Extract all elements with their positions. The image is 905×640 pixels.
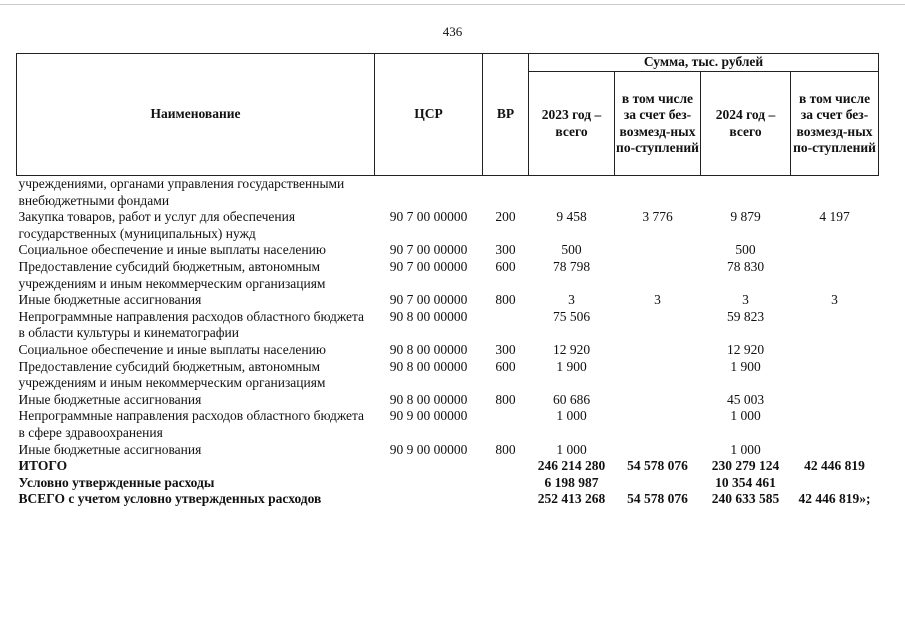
row-vr — [483, 176, 529, 210]
row-csr: 90 8 00 00000 — [389, 341, 468, 357]
row-2024-free — [791, 242, 879, 259]
row-2023-total — [529, 176, 615, 210]
row-2023-free: 3 — [654, 292, 661, 308]
row-name: учреждениями, органами управления государственными внебюджетными фондами — [18, 176, 345, 208]
row-2024-total: 3 — [742, 292, 749, 308]
row-2023-free — [615, 176, 701, 210]
row-csr: 90 8 00 00000 — [389, 391, 468, 407]
row-vr — [483, 309, 529, 342]
row-2024-total: 1 000 — [730, 408, 761, 424]
header-2024-total: 2024 год – всего — [701, 72, 791, 176]
row-2023-free — [615, 442, 701, 459]
table-row — [17, 359, 879, 392]
row-csr: 90 9 00 00000 — [389, 408, 468, 424]
row-2024-free — [791, 408, 879, 441]
row-csr — [375, 176, 483, 210]
row-2023-total: 1 900 — [556, 358, 587, 374]
row-name: Закупка товаров, работ и услуг для обеспечения государственных (муниципальных) нужд — [18, 209, 296, 241]
row-2024-free — [791, 176, 879, 210]
row-2023-total: 3 — [568, 292, 575, 308]
row-csr: 90 7 00 00000 — [389, 292, 468, 308]
row-csr: 90 7 00 00000 — [389, 242, 468, 258]
table-row — [17, 176, 879, 210]
header-2023-total: 2023 год – всего — [529, 72, 615, 176]
row-name: Непрограммные направления расходов областного бюджета в области культуры и кинематографии — [18, 308, 365, 341]
header-2023-free: в том числе за счет без-возмезд-ных по-ступлений — [615, 72, 701, 176]
row-vr: 300 — [495, 242, 516, 258]
row-2023-free — [615, 242, 701, 259]
row-2024-total: 1 000 — [730, 441, 761, 457]
row-vr — [483, 408, 529, 441]
row-vr: 300 — [495, 341, 516, 357]
total-2023-total: 246 214 280 — [537, 458, 606, 474]
grand-total-2023-free: 54 578 076 — [627, 491, 688, 507]
conditional-2023-total: 6 198 987 — [544, 474, 599, 490]
grand-total-2024-total: 240 633 585 — [711, 491, 780, 507]
row-csr: 90 8 00 00000 — [389, 308, 468, 324]
header-csr: ЦСР — [375, 54, 483, 176]
row-2024-free — [791, 442, 879, 459]
grand-total-name: ВСЕГО с учетом условно утвержденных расходов — [18, 491, 322, 507]
row-name: Иные бюджетные ассигнования — [18, 391, 202, 407]
table-row — [17, 259, 879, 292]
grand-total-2023-total: 252 413 268 — [537, 491, 606, 507]
row-2024-free — [791, 342, 879, 359]
row-2023-free — [615, 309, 701, 342]
row-name: Иные бюджетные ассигнования — [18, 292, 202, 308]
row-2023-free — [615, 408, 701, 441]
table-row — [17, 342, 879, 359]
row-2023-free — [615, 359, 701, 392]
grand-total-2024-free: 42 446 819»; — [798, 491, 871, 507]
header-2024-free: в том числе за счет без-возмезд-ных по-ступлений — [791, 72, 879, 176]
total-2023-free: 54 578 076 — [627, 458, 688, 474]
row-vr: 200 — [495, 209, 516, 225]
table-row — [17, 242, 879, 259]
conditional-row — [17, 475, 879, 492]
row-2024-total: 78 830 — [726, 258, 765, 274]
row-2023-free: 3 776 — [642, 209, 673, 225]
total-2024-free: 42 446 819 — [804, 458, 865, 474]
header-name: Наименование — [17, 54, 375, 176]
row-2024-total: 9 879 — [730, 209, 761, 225]
row-vr: 800 — [495, 292, 516, 308]
row-vr: 800 — [495, 391, 516, 407]
header-sum-group: Сумма, тыс. рублей — [529, 54, 879, 72]
row-name: Предоставление субсидий бюджетным, автономным учреждениям и иным некоммерческим организациям — [18, 358, 326, 391]
row-vr: 600 — [495, 258, 516, 274]
row-2024-free — [791, 392, 879, 409]
row-2024-free — [791, 359, 879, 392]
table-row — [17, 209, 879, 242]
row-2023-total: 60 686 — [552, 391, 591, 407]
row-2023-total: 500 — [561, 242, 582, 258]
table-row — [17, 309, 879, 342]
page-number: 436 — [442, 24, 463, 39]
row-2024-total: 12 920 — [726, 341, 765, 357]
table-row — [17, 408, 879, 441]
total-name: ИТОГО — [18, 458, 68, 474]
grand-total-row — [17, 491, 879, 508]
row-name: Предоставление субсидий бюджетным, автономным учреждениям и иным некоммерческим организациям — [18, 258, 326, 291]
row-2023-free — [615, 392, 701, 409]
row-2023-total: 9 458 — [556, 209, 587, 225]
row-name: Непрограммные направления расходов областного бюджета в сфере здравоохранения — [18, 408, 365, 440]
row-vr: 800 — [495, 441, 516, 457]
row-csr: 90 7 00 00000 — [389, 209, 468, 225]
conditional-2024-free — [791, 475, 879, 492]
table-header — [17, 54, 879, 176]
row-2023-total: 78 798 — [552, 258, 591, 274]
row-2023-total: 1 000 — [556, 408, 587, 424]
row-2023-total: 1 000 — [556, 441, 587, 457]
row-2023-free — [615, 259, 701, 292]
row-2023-free — [615, 342, 701, 359]
row-csr: 90 9 00 00000 — [389, 441, 468, 457]
row-2024-free: 3 — [831, 292, 838, 308]
row-2024-total: 500 — [735, 242, 756, 258]
header-vr: ВР — [483, 54, 529, 176]
table-body — [17, 176, 879, 508]
total-row — [17, 458, 879, 475]
budget-table — [16, 53, 879, 508]
row-2024-total: 45 003 — [726, 391, 765, 407]
row-2023-total: 75 506 — [552, 308, 591, 324]
row-2023-total: 12 920 — [552, 341, 591, 357]
total-2024-total: 230 279 124 — [711, 458, 780, 474]
row-vr: 600 — [495, 358, 516, 374]
conditional-name: Условно утвержденные расходы — [18, 474, 215, 490]
row-2024-total: 59 823 — [726, 308, 765, 324]
row-2024-free: 4 197 — [819, 209, 850, 225]
row-csr: 90 8 00 00000 — [389, 358, 468, 374]
row-name: Социальное обеспечение и иные выплаты населению — [18, 341, 326, 357]
table-row — [17, 442, 879, 459]
top-edge-line — [0, 4, 905, 5]
row-name: Иные бюджетные ассигнования — [18, 441, 202, 457]
table-row — [17, 292, 879, 309]
row-2024-free — [791, 309, 879, 342]
conditional-2023-free — [615, 475, 701, 492]
table-row — [17, 392, 879, 409]
row-2024-total — [701, 176, 791, 210]
row-2024-total: 1 900 — [730, 358, 761, 374]
row-name: Социальное обеспечение и иные выплаты населению — [18, 242, 326, 258]
row-csr: 90 7 00 00000 — [389, 258, 468, 274]
conditional-2024-total: 10 354 461 — [715, 474, 776, 490]
row-2024-free — [791, 259, 879, 292]
